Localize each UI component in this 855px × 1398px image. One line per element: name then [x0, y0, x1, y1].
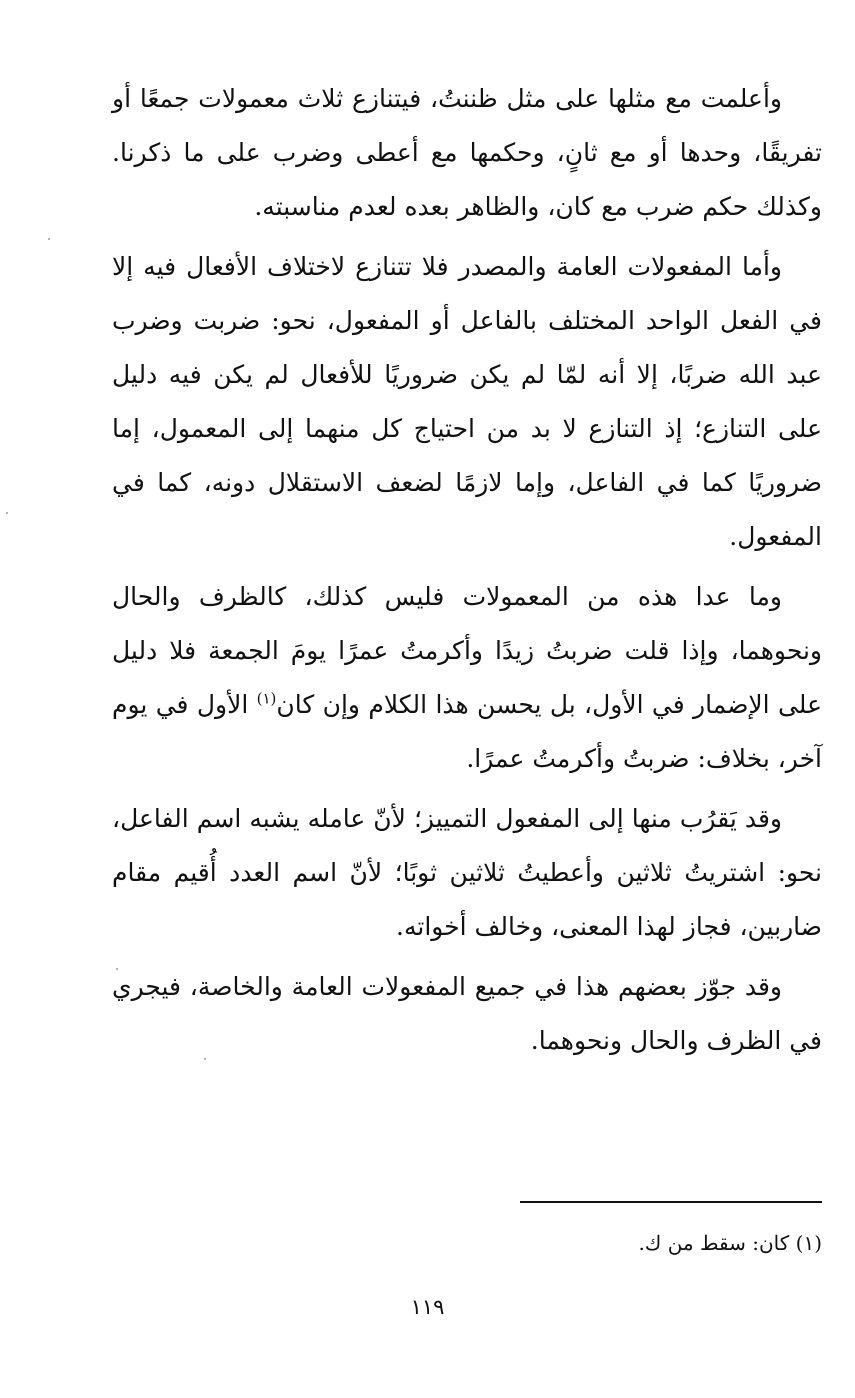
- scan-speck: [116, 968, 118, 970]
- footnote: [420, 1226, 822, 1260]
- paragraph-2: وأما المفعولات العامة والمصدر فلا تتنازع لاختلاف الأفعال فيه إلا في الفعل الواحد المختلف بالفاعل أو المفعول، نحو: ضربت وضرب عبد الله ضربًا، إلا أنه لمّا لم يكن ضروريًا للأفعال لم يكن فيه دليل على التنازع؛ إذ التنازع لا بد من احتياج كل منهما إلى المعمول، إما ضروريًا كما في الفاعل، وإما لازمًا لضعف الاستقلال دونه، كما في المفعول.: [112, 252, 822, 551]
- paragraph-3-text-before: وما عدا هذه من المعمولات فليس كذلك، كالظرف والحال ونحوهما، وإذا قلت ضربتُ زيدًا وأكرمتُ عمرًا يومَ الجمعة فلا دليل على الإضمار في الأول، بل يحسن هذا الكلام وإن كان: [112, 582, 822, 719]
- paragraph-5: وقد جوّز بعضهم هذا في جميع المفعولات العامة والخاصة، فيجري في الظرف والحال ونحوهما.: [112, 972, 822, 1055]
- paragraph-1: وأعلمت مع مثلها على مثل ظننتُ، فيتنازع ثلاث معمولات جمعًا أو تفريقًا، وحدها أو مع ثانٍ، وحكمها مع أعطى وضرب على ما ذكرنا. وكذلك حكم ضرب مع كان، والظاهر بعده لعدم مناسبته.: [112, 84, 822, 221]
- footnote-reference-marker: (١): [256, 689, 277, 708]
- paragraph-3: [112, 570, 822, 786]
- footnote-separator-rule: [520, 1201, 822, 1203]
- scan-speck: [6, 512, 8, 514]
- paragraph-4: وقد يَقرُب منها إلى المفعول التمييز؛ لأنّ عامله يشبه اسم الفاعل، نحو: اشتريتُ ثلاثين وأعطيتُ ثلاثين ثوبًا؛ لأنّ اسم العدد أُقيم مقام ضاربين، فجاز لهذا المعنى، وخالف أخواته.: [112, 804, 822, 941]
- footnote-text: كان: سقط من ك.: [638, 1231, 790, 1255]
- footnote-marker: (١): [795, 1231, 822, 1255]
- main-text-block: [112, 72, 822, 1074]
- paragraph-3-text-after: الأول في يوم آخر، بخلاف: ضربتُ وأكرمتُ عمرًا.: [112, 690, 822, 773]
- page-number: ١١٩: [410, 1295, 445, 1319]
- scan-speck: [48, 238, 50, 240]
- scan-speck: [204, 1058, 206, 1060]
